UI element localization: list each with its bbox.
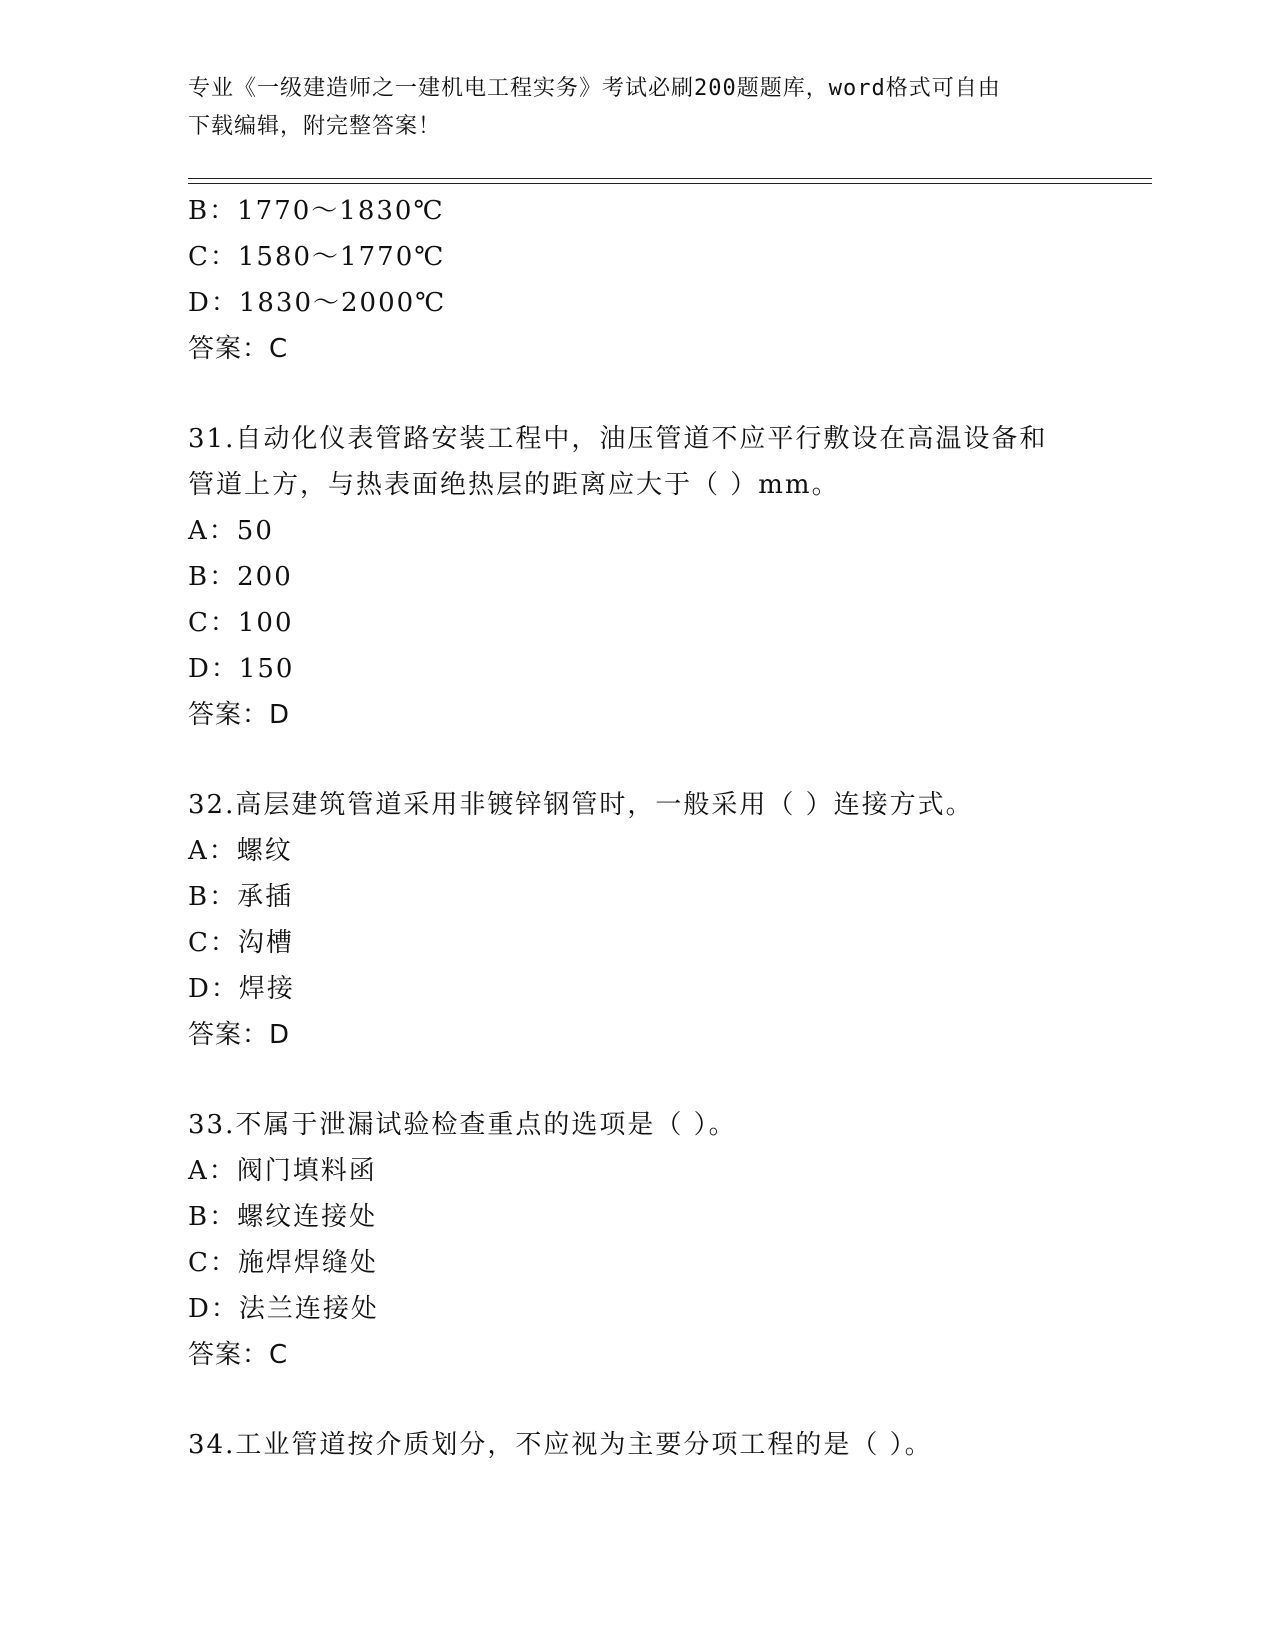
answer: 答案：D xyxy=(188,1020,291,1050)
spacer xyxy=(188,372,1088,416)
option-a: A：50 xyxy=(188,516,274,546)
question-text: 33.不属于泄漏试验检查重点的选项是（ ）。 xyxy=(188,1110,737,1140)
option-c: C：100 xyxy=(188,608,294,638)
header-line-1: 专业《一级建造师之一建机电工程实务》考试必刷200题题库，word格式可自由 xyxy=(188,76,1001,101)
answer: 答案：C xyxy=(188,334,289,364)
option-d: D：法兰连接处 xyxy=(188,1294,379,1324)
question-33 xyxy=(188,1102,1088,1378)
header-divider-bottom xyxy=(188,183,1152,184)
header-line-2: 下载编辑，附完整答案！ xyxy=(188,114,442,139)
question-31 xyxy=(188,416,1088,738)
answer: 答案：D xyxy=(188,700,291,730)
option-c: C：沟槽 xyxy=(188,928,294,958)
option-a: A：阀门填料函 xyxy=(188,1156,377,1186)
option-d: D：焊接 xyxy=(188,974,295,1004)
question-30-continued xyxy=(188,188,1088,372)
answer: 答案：C xyxy=(188,1340,289,1370)
header-divider-top xyxy=(188,178,1152,179)
option-c: C：1580～1770℃ xyxy=(188,242,446,272)
option-b: B：承插 xyxy=(188,882,294,912)
option-d: D：150 xyxy=(188,654,295,684)
option-d: D：1830～2000℃ xyxy=(188,288,447,318)
document-header xyxy=(188,70,1068,146)
question-text: 34.工业管道按介质划分，不应视为主要分项工程的是（ ）。 xyxy=(188,1430,933,1460)
option-b: B：1770～1830℃ xyxy=(188,196,445,226)
option-b: B：200 xyxy=(188,562,293,592)
spacer xyxy=(188,738,1088,782)
option-b: B：螺纹连接处 xyxy=(188,1202,378,1232)
option-a: A：螺纹 xyxy=(188,836,293,866)
question-text: 31.自动化仪表管路安装工程中，油压管道不应平行敷设在高温设备和 xyxy=(188,424,1048,454)
question-34 xyxy=(188,1422,1088,1468)
option-c: C：施焊焊缝处 xyxy=(188,1248,378,1278)
spacer xyxy=(188,1378,1088,1422)
question-32 xyxy=(188,782,1088,1058)
spacer xyxy=(188,1058,1088,1102)
question-list xyxy=(188,188,1088,1468)
question-text-continued: 管道上方，与热表面绝热层的距离应大于（ ）mm。 xyxy=(188,470,840,500)
question-text: 32.高层建筑管道采用非镀锌钢管时，一般采用（ ）连接方式。 xyxy=(188,790,974,820)
